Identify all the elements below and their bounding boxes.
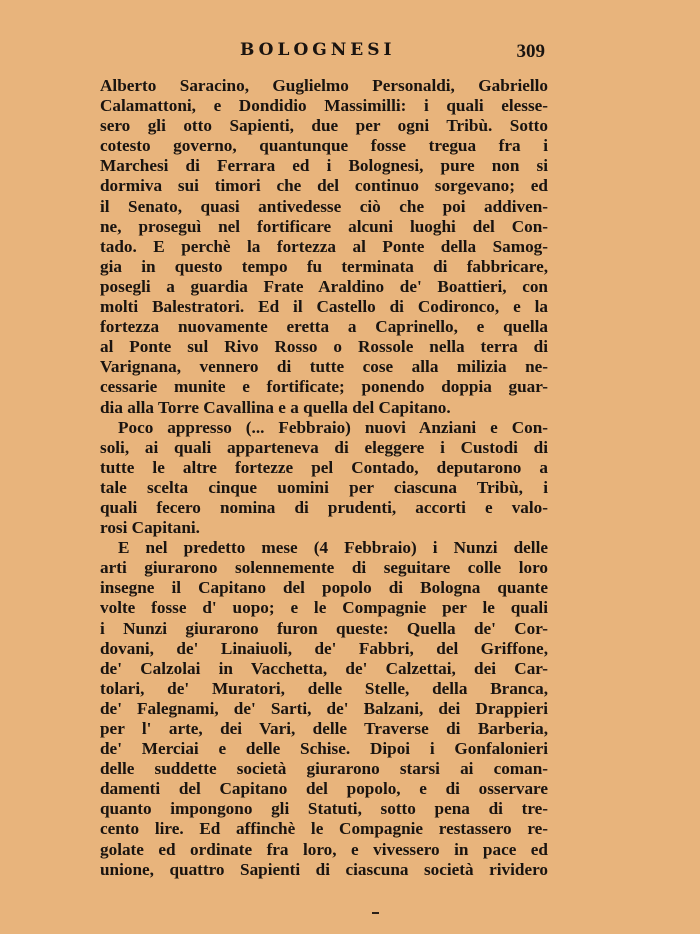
page-header (100, 40, 545, 66)
printer-mark (372, 912, 379, 914)
text-line: golate ed ordinate fra loro, e vivessero in pace ed (100, 839, 548, 859)
text-line: de' Calzolai in Vacchetta, de' Calzettai, dei Car- (100, 658, 548, 678)
text-line: damenti del Capitano del popolo, e di osservare (100, 779, 548, 799)
text-line: il Senato, quasi antivedesse ciò che poi addiven- (100, 196, 548, 216)
text-line: Varignana, vennero di tutte cose alla milizia ne- (100, 357, 548, 377)
text-line: ne, proseguì nel fortificare alcuni luoghi del Con- (100, 216, 548, 236)
text-line: cento lire. Ed affinchè le Compagnie restassero re- (100, 819, 548, 839)
text-line: soli, ai quali apparteneva di eleggere i Custodi di (100, 437, 548, 457)
text-line: delle suddette società giurarono starsi ai coman- (100, 759, 548, 779)
text-line: tado. E perchè la fortezza al Ponte della Samog- (100, 236, 548, 256)
text-line: dovani, de' Linaiuoli, de' Fabbri, del Griffone, (100, 638, 548, 658)
text-line: gia in questo tempo fu terminata di fabbricare, (100, 256, 548, 276)
text-line: de' Merciai e delle Schise. Dipoi i Gonfalonieri (100, 739, 548, 759)
paragraph-1 (100, 76, 548, 418)
text-line: dia alla Torre Cavallina e a quella del Capitano. (100, 397, 451, 417)
text-line: al Ponte sul Rivo Rosso o Rossole nella terra di (100, 337, 548, 357)
text-line: E nel predetto mese (4 Febbraio) i Nunzi delle (118, 538, 548, 558)
text-line: per l' arte, dei Vari, delle Traverse di Barberia, (100, 719, 548, 738)
text-line: Alberto Saracino, Guglielmo Personaldi, Gabriello (100, 76, 548, 95)
text-line: de' Falegnami, de' Sarti, de' Balzani, dei Drappieri (100, 698, 548, 718)
page-number: 309 (516, 41, 545, 62)
text-line: quanto impongono gli Statuti, sotto pena di tre- (100, 799, 548, 819)
text-line: cessarie munite e fortificate; ponendo doppia guar- (100, 377, 548, 397)
body-text (100, 76, 548, 880)
paragraph-3 (100, 538, 548, 880)
text-line: Calamattoni, e Dondidio Massimilli: i quali elesse- (100, 96, 548, 116)
text-line: insegne il Capitano del popolo di Bologna quante (100, 578, 548, 598)
text-line: Marchesi di Ferrara ed i Bolognesi, pure non si (100, 156, 548, 176)
text-line: posegli a guardia Frate Araldino de' Boattieri, con (100, 276, 548, 296)
text-line: dormiva sui timori che del continuo sorgevano; ed (100, 176, 548, 196)
running-head: BOLOGNESI (240, 40, 396, 60)
text-line: unione, quattro Sapienti di ciascuna società rividero (100, 859, 548, 879)
text-line: cotesto governo, quantunque fosse tregua fra i (100, 136, 548, 156)
text-line: rosi Capitani. (100, 518, 200, 538)
paragraph-2 (100, 418, 548, 539)
text-line: sero gli otto Sapienti, due per ogni Tribù. Sotto (100, 116, 548, 136)
text-line: tale scelta cinque uomini per ciascuna Tribù, i (100, 477, 548, 497)
text-line: quali fecero nomina di prudenti, accorti e valo- (100, 497, 548, 517)
text-line: tolari, de' Muratori, delle Stelle, della Branca, (100, 678, 548, 698)
text-line: fortezza nuovamente eretta a Caprinello, e quella (100, 317, 548, 337)
text-line: Poco appresso (... Febbraio) nuovi Anziani e Con- (118, 417, 548, 437)
text-line: tutte le altre fortezze pel Contado, deputarono a (100, 457, 548, 477)
text-line: arti giurarono solennemente di seguitare colle loro (100, 558, 548, 578)
text-line: volte fosse d' uopo; e le Compagnie per le quali (100, 598, 548, 618)
text-line: molti Balestratori. Ed il Castello di Codironco, e la (100, 297, 548, 317)
text-line: i Nunzi giurarono furon queste: Quella de' Cor- (100, 618, 548, 638)
